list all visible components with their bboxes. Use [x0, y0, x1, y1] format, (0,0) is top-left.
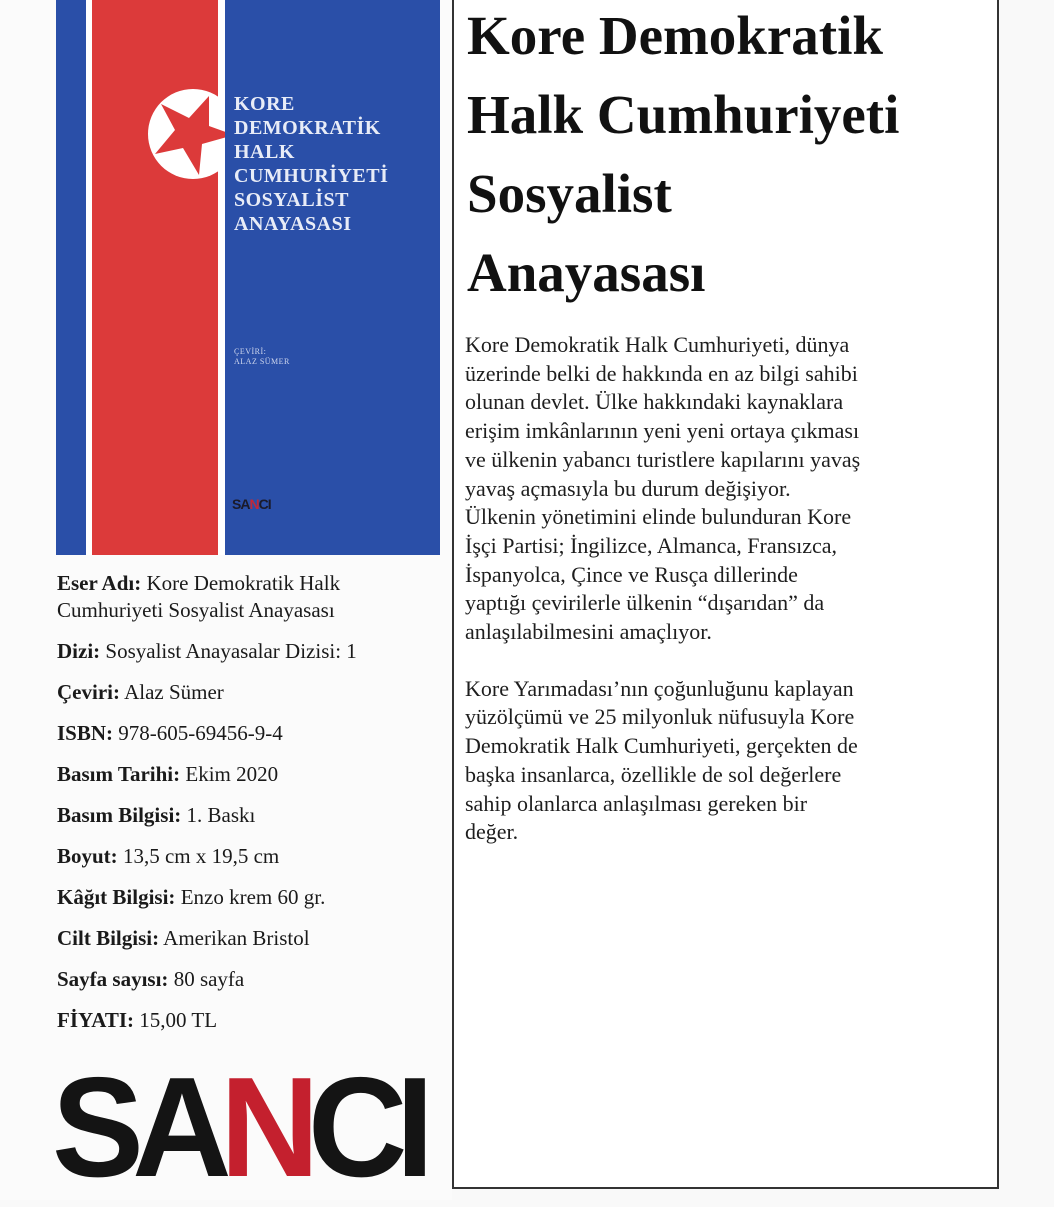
- logo-letter-i: I: [395, 1048, 423, 1207]
- cover-logo-letter: N: [249, 496, 259, 512]
- cover-title-line: DEMOKRATİK: [234, 117, 381, 139]
- cover-translator-credit: [234, 347, 290, 367]
- detail-label: Boyut:: [57, 844, 118, 868]
- detail-value: Alaz Sümer: [119, 680, 224, 704]
- cover-logo-letter: S: [232, 496, 241, 512]
- cover-title-line: HALK: [234, 141, 295, 163]
- paragraph-line: İşçi Partisi; İngilizce, Almanca, Fransızca,: [465, 532, 838, 558]
- paragraph-line: başka insanlarca, özellikle de sol değerlere: [465, 761, 842, 787]
- article-title-line: Halk Cumhuriyeti: [467, 84, 900, 145]
- cover-title-line: KORE: [234, 93, 295, 115]
- sanci-publisher-logo: [52, 1048, 423, 1207]
- cover-credit-label: ÇEVİRİ:: [234, 347, 267, 356]
- logo-letter-c: C: [307, 1048, 396, 1207]
- detail-isbn: [57, 720, 447, 747]
- detail-size: [57, 843, 447, 870]
- article-body: [465, 331, 990, 875]
- detail-series: [57, 638, 447, 665]
- paragraph-line: sahip olanlarca anlaşılması gereken bir: [465, 790, 808, 816]
- cover-title-line: SOSYALİST: [234, 189, 349, 211]
- paragraph-line: değer.: [465, 819, 519, 845]
- paragraph-line: yaptığı çevirilerle ülkenin “dışarıdan” da: [465, 590, 825, 616]
- detail-label: ISBN:: [57, 721, 114, 745]
- detail-value: Enzo krem 60 gr.: [175, 885, 326, 909]
- cover-title: [234, 92, 388, 236]
- cover-credit-name: ALAZ SÜMER: [234, 357, 290, 366]
- cover-blue-panel: [225, 0, 440, 555]
- book-info-panel: [0, 0, 452, 1207]
- paragraph-line: Demokratik Halk Cumhuriyeti, gerçekten de: [465, 733, 858, 759]
- cover-title-line: CUMHURİYETİ: [234, 165, 389, 187]
- detail-label: Kâğıt Bilgisi:: [57, 885, 176, 909]
- paragraph-line: Kore Yarımadası’nın çoğunluğunu kaplayan: [465, 675, 854, 701]
- article-title-line: Kore Demokratik: [467, 5, 883, 66]
- paragraph-line: yüzölçümü ve 25 milyonluk nüfusuyla Kore: [465, 704, 855, 730]
- detail-value: Amerikan Bristol: [159, 926, 310, 950]
- detail-print-date: [57, 761, 447, 788]
- detail-label: FİYATI:: [57, 1008, 135, 1032]
- detail-value: 15,00 TL: [134, 1008, 218, 1032]
- detail-label: Basım Bilgisi:: [57, 803, 182, 827]
- paragraph-line: ve ülkenin yabancı turistlere kapılarını yavaş: [465, 446, 861, 472]
- book-cover: [56, 0, 440, 555]
- detail-paper: [57, 884, 447, 911]
- detail-translator: [57, 679, 447, 706]
- paragraph-line: olunan devlet. Ülke hakkındaki kaynaklara: [465, 389, 844, 415]
- paragraph-line: anlaşılabilmesini amaçlıyor.: [465, 619, 712, 645]
- paragraph-line: Kore Demokratik Halk Cumhuriyeti, dünya: [465, 332, 850, 357]
- detail-work-title: [57, 570, 447, 624]
- book-details-list: [57, 570, 447, 1048]
- article-paragraph-2: [465, 675, 990, 847]
- article-box: [452, 0, 999, 1189]
- article-title-line: Anayasası: [467, 242, 706, 303]
- detail-label: Basım Tarihi:: [57, 762, 181, 786]
- detail-value: Kore Demokratik Halk: [141, 571, 341, 595]
- detail-binding: [57, 925, 447, 952]
- detail-label: Cilt Bilgisi:: [57, 926, 160, 950]
- article-title: [467, 0, 899, 312]
- detail-label: Sayfa sayısı:: [57, 967, 169, 991]
- paragraph-line: İspanyolca, Çince ve Rusça dillerinde: [465, 561, 798, 587]
- detail-value: 1. Baskı: [181, 803, 256, 827]
- cover-title-line: ANAYASASI: [234, 213, 352, 235]
- detail-value: 13,5 cm x 19,5 cm: [117, 844, 280, 868]
- cover-logo-letter: A: [240, 496, 250, 512]
- detail-value: Cumhuriyeti Sosyalist Anayasası: [57, 598, 335, 622]
- cover-red-stripe: [92, 0, 218, 555]
- paragraph-line: üzerinde belki de hakkında en az bilgi sahibi: [465, 360, 858, 386]
- logo-letter-n: N: [220, 1048, 308, 1207]
- detail-label: Çeviri:: [57, 680, 120, 704]
- cover-publisher-logo: [232, 496, 271, 512]
- detail-value: Ekim 2020: [180, 762, 279, 786]
- detail-label: Dizi:: [57, 639, 101, 663]
- detail-edition: [57, 802, 447, 829]
- paragraph-line: yavaş açmasıyla bu durum değişiyor.: [465, 475, 791, 501]
- article-paragraph-1: [465, 331, 990, 647]
- detail-price: [57, 1007, 447, 1034]
- logo-letter-s: S: [52, 1048, 133, 1207]
- detail-label: Eser Adı:: [57, 571, 142, 595]
- cover-logo-letter: I: [267, 496, 271, 512]
- detail-value: 80 sayfa: [168, 967, 245, 991]
- detail-value: 978-605-69456-9-4: [113, 721, 283, 745]
- detail-page-count: [57, 966, 447, 993]
- cover-blue-stripe: [56, 0, 86, 555]
- paragraph-line: Ülkenin yönetimini elinde bulunduran Kore: [465, 504, 852, 530]
- detail-value: Sosyalist Anayasalar Dizisi: 1: [100, 639, 357, 663]
- cover-logo-letter: C: [258, 496, 268, 512]
- article-title-line: Sosyalist: [467, 163, 672, 224]
- paragraph-line: erişim imkânlarının yeni yeni ortaya çıkması: [465, 418, 860, 444]
- logo-letter-a: A: [132, 1048, 221, 1207]
